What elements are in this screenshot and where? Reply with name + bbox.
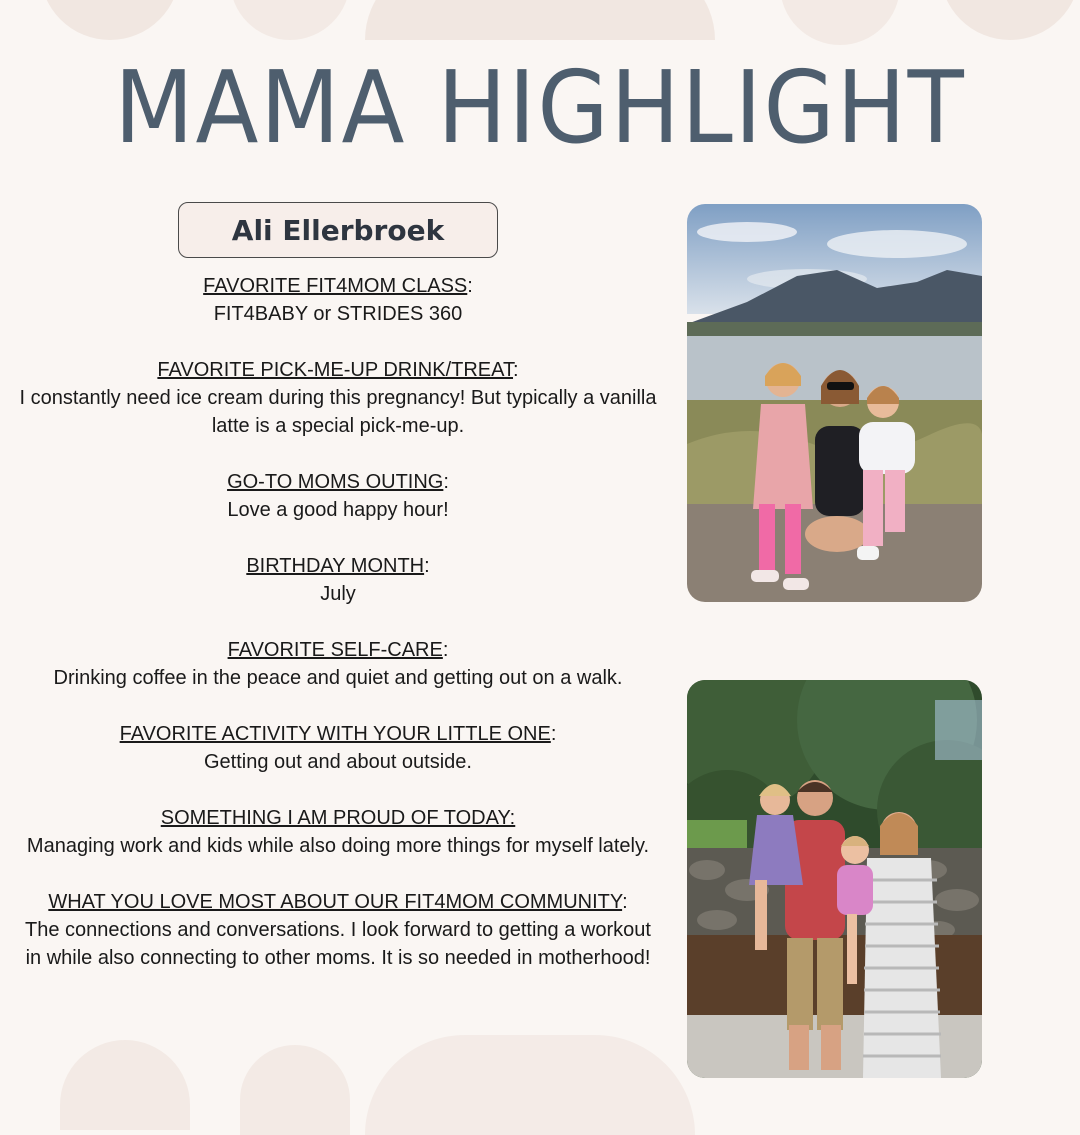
decor-arch [365, 1035, 695, 1135]
answer-text: July [320, 583, 356, 605]
decor-arch [240, 1045, 350, 1135]
answer-text: Managing work and kids while also doing more things for myself lately. [26, 835, 650, 857]
question-label: FAVORITE ACTIVITY WITH YOUR LITTLE ONE [119, 723, 551, 745]
question-label: SOMETHING I AM PROUD OF TODAY: [160, 807, 516, 829]
qa-item: FAVORITE ACTIVITY WITH YOUR LITTLE ONE: Getting out and about outside. [18, 720, 658, 776]
question-label: GO-TO MOMS OUTING [227, 471, 444, 493]
qa-item: FAVORITE PICK-ME-UP DRINK/TREAT: I constantly need ice cream during this pregnancy! But typically a vanilla latte is a special pick-me-up. [18, 356, 658, 440]
decor-arch [940, 0, 1080, 40]
qa-item: GO-TO MOMS OUTING: Love a good happy hour! [18, 468, 658, 524]
decor-arch [60, 1040, 190, 1130]
answer-text: FIT4BABY or STRIDES 360 [213, 303, 463, 325]
lake-photo-illustration [687, 204, 982, 602]
decor-arch [780, 0, 900, 45]
decor-arch [230, 0, 350, 40]
qa-item: FAVORITE FIT4MOM CLASS: FIT4BABY or STRIDES 360 [18, 272, 658, 328]
question-label: BIRTHDAY MONTH [246, 555, 425, 577]
family-photo-lake [687, 204, 982, 602]
question-label: FAVORITE FIT4MOM CLASS [203, 275, 468, 297]
question-label: FAVORITE SELF-CARE [227, 639, 443, 661]
answer-text: Love a good happy hour! [227, 499, 449, 521]
qa-item: BIRTHDAY MONTH: July [18, 552, 658, 608]
answer-text: I constantly need ice cream during this pregnancy! But typically a vanilla latte is a special pick-me-up. [19, 387, 657, 437]
family-photo-tree [687, 680, 982, 1078]
qa-item: FAVORITE SELF-CARE: Drinking coffee in the peace and quiet and getting out on a walk. [18, 636, 658, 692]
question-label: FAVORITE PICK-ME-UP DRINK/TREAT [157, 359, 514, 381]
answer-text: The connections and conversations. I look forward to getting a workout in while also connecting to other moms. It is so needed in motherhood! [25, 919, 651, 969]
qa-list [18, 272, 658, 1000]
page-title: MAMA HIGHLIGHT [114, 49, 966, 166]
decor-arch [40, 0, 180, 40]
answer-text: Drinking coffee in the peace and quiet and getting out on a walk. [53, 667, 623, 689]
answer-text: Getting out and about outside. [204, 751, 472, 773]
decor-arch [365, 0, 715, 40]
qa-item [18, 804, 658, 860]
qa-item: WHAT YOU LOVE MOST ABOUT OUR FIT4MOM COMMUNITY: The connections and conversations. I look forward to getting a workout in while also connecting to other moms. It is so needed in motherhood! [18, 888, 658, 972]
mama-name: Ali Ellerbroek [231, 213, 445, 247]
question-label: WHAT YOU LOVE MOST ABOUT OUR FIT4MOM COMMUNITY [48, 891, 623, 913]
name-badge [178, 202, 498, 258]
tree-photo-illustration [687, 680, 982, 1078]
